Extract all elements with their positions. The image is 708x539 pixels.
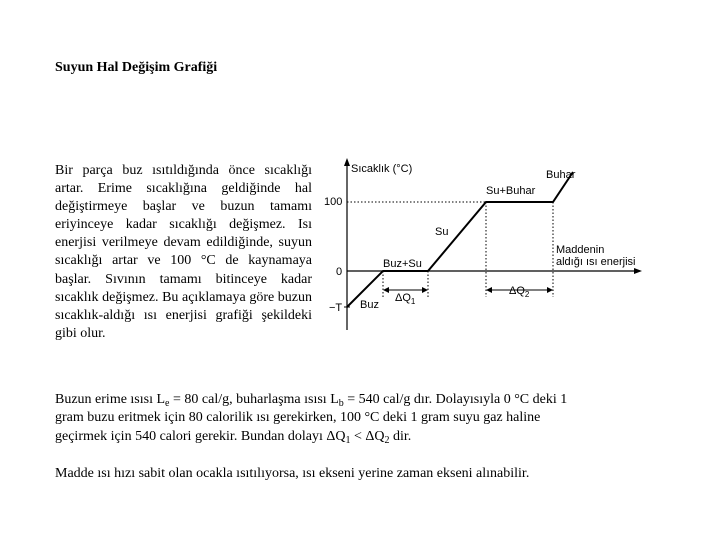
label-buz-su: Buz+Su <box>383 258 422 270</box>
label-su-buhar: Su+Buhar <box>486 185 536 197</box>
label-dq2: $\Delta Q_2$ <box>509 285 530 299</box>
y-axis-label: Sıcaklık (°C) <box>351 163 413 175</box>
intro-paragraph: Bir parça buz ısıtıldığında önce sıcaklığı artar. Erime sıcaklığına geldiğinde hal değiştirmeye başlar ve buzun tamamı eriyinceye kadar sıcaklığı değişmez. Isı enerjisi verilmeye devam edildiğinde, suyun sıcaklığı artar ve 100 °C de kaynamaya başlar. Sıvının tamamı bitinceye kadar sıcaklık değişmez. Bu açıklamaya göre buzun sıcaklık-aldığı ısı enerjisi grafiği şekildeki gibi olur. <box>55 163 312 341</box>
text-line-2: gram buzu eritmek için 80 calorilik ısı gerekirken, 100 °C deki 1 gram suyu gaz haline <box>55 410 541 425</box>
heating-curve <box>347 172 573 307</box>
x-axis-arrow <box>634 268 642 274</box>
text-line-3: geçirmek için 540 calori gerekir. Bundan dolayı $\Delta Q_1 < \Delta Q_2$ dir. <box>55 429 412 446</box>
y-axis-arrow <box>344 158 350 166</box>
x-axis-label-line1: Maddenin <box>556 244 605 256</box>
tick-0-label: 0 <box>336 266 343 278</box>
tick-neg-t-label: −T <box>329 302 343 314</box>
label-dq1: $\Delta Q_1$ <box>395 292 416 306</box>
tick-100-label: 100 <box>324 196 343 208</box>
x-axis-label-line2: aldığı ısı enerjisi <box>556 256 636 268</box>
text-line-4: Madde ısı hızı sabit olan ocakla ısıtılıyorsa, ısı ekseni yerine zaman ekseni alınabilir. <box>55 466 530 481</box>
label-buhar: Buhar <box>546 169 576 181</box>
page-title: Suyun Hal Değişim Grafiği <box>55 60 218 75</box>
label-su: Su <box>435 226 449 238</box>
text-line-1: Buzun erime ısısı $L_e = 80$ cal/g, buharlaşma ısısı $L_b = 540$ cal/g dır. Dolayısıyla 0 °C deki 1 <box>55 392 568 409</box>
label-buz: Buz <box>360 299 379 311</box>
phase-change-graph <box>320 150 650 345</box>
